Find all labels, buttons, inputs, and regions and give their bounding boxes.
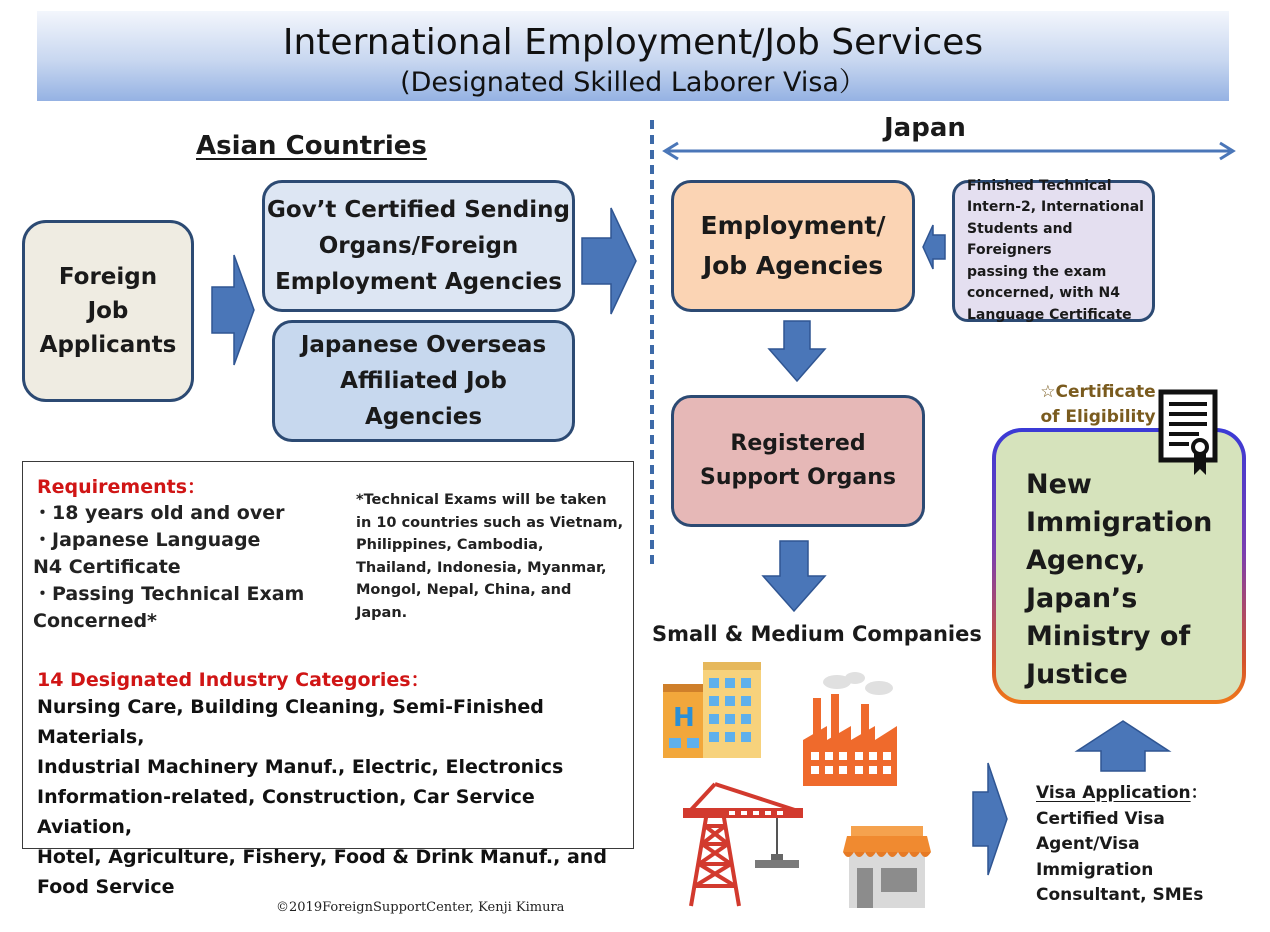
sending-organs-box xyxy=(262,180,575,312)
requirement-item: ・18 years old and over xyxy=(33,502,285,524)
visa-heading-text: Visa Application xyxy=(1036,783,1191,803)
overseas-agencies-label: Japanese Overseas Affiliated Job Agencies xyxy=(300,332,547,430)
arrow-down-icon xyxy=(760,538,828,614)
title-line-2: (Designated Skilled Laborer Visa） xyxy=(400,67,866,98)
sending-organs-label: Gov’t Certified Sending Organs/Foreign Employment Agencies xyxy=(267,197,570,295)
foreign-job-applicants-label: Foreign Job Applicants xyxy=(39,264,177,358)
arrow-right-icon xyxy=(579,205,639,317)
crane-icon xyxy=(683,782,807,908)
region-divider xyxy=(648,120,658,565)
intern-note-text: Finished Technical Intern-2, International Students and Foreigners passing the exam concerned, with N4 Language Certificate xyxy=(967,177,1144,323)
asian-countries-heading: Asian Countries xyxy=(196,131,427,161)
title-line-1: International Employment/Job Services xyxy=(282,22,984,63)
arrow-left-icon xyxy=(920,222,948,272)
exam-note: *Technical Exams will be taken in 10 countries such as Vietnam, Philippines, Cambodia, Thailand, Indonesia, Myanmar, Mongol, Nepal, China, and Japan. xyxy=(356,492,624,621)
copyright-notice: ©2019ForeignSupportCenter, Kenji Kimura xyxy=(276,900,565,915)
coe-text: ☆Certificate of Eligibility xyxy=(1040,382,1156,427)
visa-application-heading xyxy=(1036,781,1246,807)
requirements-panel xyxy=(22,461,634,898)
hotel-icon xyxy=(663,662,763,758)
arrow-right-icon xyxy=(209,252,257,368)
support-organs-label: Registered Support Organs xyxy=(699,431,897,490)
arrow-up-icon xyxy=(1074,718,1172,774)
svg-text:H: H xyxy=(673,703,695,733)
industries-heading: 14 Designated Industry Categories： xyxy=(37,669,430,691)
visa-application-body: Certified Visa Agent/Visa Immigration Consultant, SMEs xyxy=(1036,808,1204,905)
shop-icon xyxy=(843,822,931,908)
requirements-heading: Requirements： xyxy=(37,476,207,498)
requirements-list xyxy=(33,500,304,635)
intern-note-box xyxy=(952,177,1155,323)
companies-label: Small & Medium Companies xyxy=(652,622,982,646)
foreign-job-applicants-box xyxy=(22,220,194,402)
support-organs-box xyxy=(671,395,925,527)
industries-list: Nursing Care, Building Cleaning, Semi-Finished Materials, Industrial Machinery Manuf., Electric, Electronics Information-related, Construction, Car Service Aviation, Hotel, Agriculture, Fishery, Food & Drink Manuf., and Food Service xyxy=(37,696,607,898)
japan-heading: Japan xyxy=(884,113,966,143)
employment-agencies-label: Employment/ Job Agencies xyxy=(700,211,886,280)
certificate-icon xyxy=(1158,389,1220,477)
immigration-label: New Immigration Agency, Japan’s Ministry of Justice xyxy=(1026,469,1213,690)
arrow-down-icon xyxy=(766,318,828,384)
requirement-item: ・Passing Technical Exam Concerned* xyxy=(33,583,305,632)
japan-span-arrow-icon xyxy=(660,140,1238,162)
visa-application-block xyxy=(1036,781,1246,909)
title-banner xyxy=(37,11,1229,101)
employment-agencies-box xyxy=(671,180,915,312)
visa-heading-colon: ： xyxy=(1190,783,1208,803)
overseas-agencies-box xyxy=(272,320,575,442)
requirement-item: ・Japanese Language N4 Certificate xyxy=(33,529,261,578)
arrow-right-icon xyxy=(970,760,1010,878)
factory-icon xyxy=(803,670,897,786)
